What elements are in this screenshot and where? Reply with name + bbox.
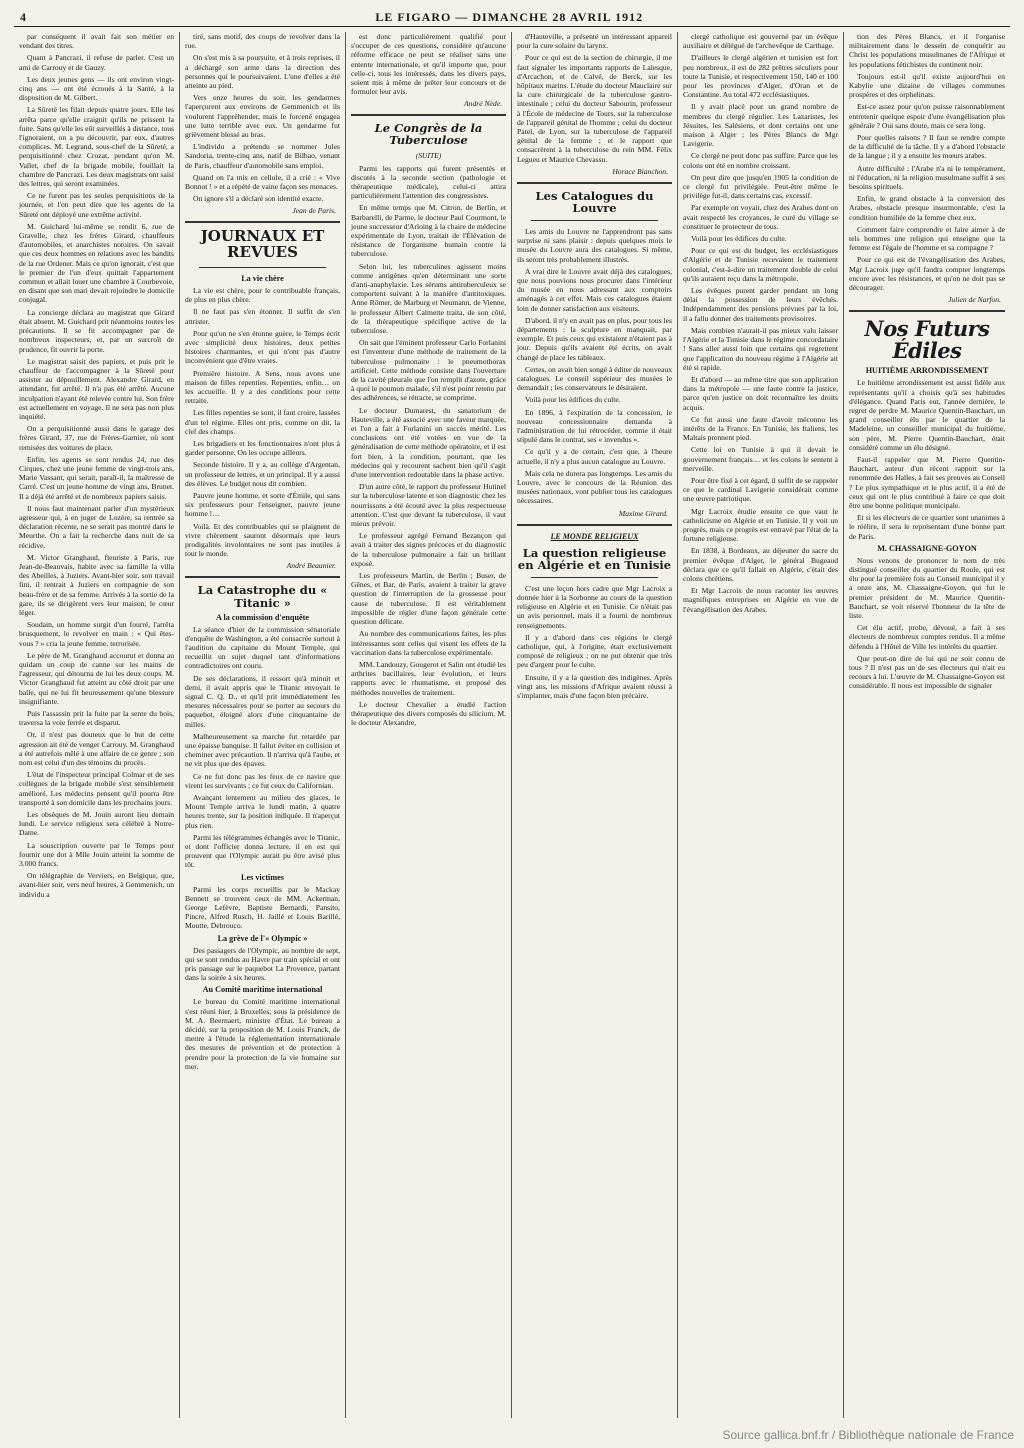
article-paragraph: clergé catholique est gouverné par un évêque auxiliaire et délégué de l'archevêque de Carthage. bbox=[683, 32, 838, 51]
chassaigne-subheading: M. CHASSAIGNE-GOYON bbox=[877, 543, 977, 553]
section-divider bbox=[517, 182, 672, 184]
article-paragraph: Les amis du Louvre ne l'apprendront pas sans surprise ni sans plaisir : depuis quelques mois le musée du Louvre aura des catalogues. Si même, ils seront très probablement illustrés. bbox=[517, 226, 672, 264]
article-paragraph: Or, il n'est pas douteux que le but de cette agression ait été de venger Carrouy. M. Granghaud a été autrefois mêlé à une affaire de ce genre ; son nom est celui d'un des témoins du procès. bbox=[19, 730, 174, 768]
article-paragraph: Avançant lentement au milieu des glaces, le Mount Temple arriva le lundi matin, à quatre heures trente, sur la position indiquée. Il n'aperçut plus rien. bbox=[185, 793, 340, 830]
article-paragraph: Pour ce qui est de la section de chirurgie, il me faut signaler les importants rapports de Lalesque, d'Arcachon, et de Calvé, de Berck, sur les hôpitaux marins. L'étude du docteur Mauclaire sur la cure chirurgicale de la tuberculose gastro-intestinale ; celui du docteur Sabourin, professeur à l'École de médecine de Tours, sur la tuberculose de l'appareil génital de l'homme ; celui du docteur Patel, de Lyon, sur la tuberculose de l'appareil génital de la femme ; et le rapport que consacrèrent à la tuberculose du rein MM. Félix Legueu et Maurice Chevassu. bbox=[517, 53, 672, 164]
section-divider bbox=[849, 310, 1005, 312]
article-paragraph: Le bureau du Comité maritime international s'est réuni hier, à Bruxelles, sous la présidence de M. A. Beernaert, ministre d'État. Le bureau a décidé, sur la proposition de M. Louis Franck, de mettre à l'étude la réglementation internationale des mesures de prévention et de protection à prendre pour la protection de la vie humaine sur mer. bbox=[185, 997, 340, 1071]
source-footer: Source gallica.bnf.fr / Bibliothèque nationale de France bbox=[722, 1428, 1014, 1442]
article-paragraph: La Sûreté les filait depuis quatre jours. Elle les arrêta parce qu'elle craignit qu'ils ne prissent la fuite. Sans qu'elle les eût surveillés à distance, tous l'ignoraient, on a pu découvrir, par eux, d'autres complices. M. Legrand, sous-chef de la Sûreté, a perquisitionné chez Crozat, pendant qu'on M. Vallet, chef de la brigade mobile, fouillait la chambre de Pancrazi. Les deux magistrats ont saisi des lettres, qui seront examinées. bbox=[19, 105, 174, 189]
article-paragraph: Et si les électeurs de ce quartier sont unanimes à le réélire, il sera le représentant d'une bonne part de Paris. bbox=[849, 513, 1005, 541]
article-paragraph: Mais combien n'aurait-il pas mieux valu laisser l'Algérie et la Tunisie dans le régime concordataire ! Sans aller aussi loin que certains qui regrettent que l'application du nouveau régime à l'Algérie ait été si rapide. bbox=[683, 325, 838, 372]
article-paragraph: tion des Pères Blancs, et il l'organise militairement dans le dessein de conquérir au Christ les populations musulmanes de l'Afrique et les populations fétichistes du continent noir. bbox=[849, 32, 1005, 69]
column-2 bbox=[180, 32, 346, 1418]
article-paragraph: Au nombre des communications faites, les plus intéressantes sont celles qui visent les effets de la vaccination dans la tuberculose expérimentale. bbox=[351, 629, 506, 657]
article-paragraph: Les professeurs Martin, de Berlin ; Buser, de Gênes, et Bar, de Paris, avaient à traiter la grave question de l'interruption de la grossesse pour cause de tuberculose. Il est véritablement impossible de régler d'une façon générale cette question délicate. bbox=[351, 571, 506, 627]
article-paragraph: MM. Landouzy, Gougerot et Salin ont étudié les arthrites bacillaires, leur évolution, et leurs rapports avec le rhumatisme, et proposé des méthodes nouvelles de traitement. bbox=[351, 659, 506, 697]
article-paragraph: Le professeur agrégé Fernand Bezançon qui avait à traiter des signes précoces et du diagnostic de la tuberculose pulmonaire a fait un brillant exposé. bbox=[351, 531, 506, 568]
article-paragraph: Faut-il rappeler que M. Pierre Quentin-Bauchart, auteur d'un récent rapport sur la renommée des Halles, à fait ses preuves au Conseil ? Le plus sympathique et le plus actif, il a été de ceux qui ont le plus contribué à faire ce que doit être une bonne politique municipale. bbox=[849, 455, 1005, 511]
article-paragraph: Il ne faut pas s'en étonner. Il suffit de s'en attrister. bbox=[185, 307, 340, 326]
article-paragraph: Ce fut aussi une faute d'avoir méconnu les intérêts de la France. En Tunisie, les Italiens, les Maltais prennent pied. bbox=[683, 414, 838, 443]
signature-andre-beaunier: André Beaunier. bbox=[286, 561, 336, 571]
article-paragraph: Les filles repenties se sont, il faut croire, lassées d'un tel régime. Elles ont pris, comme on dit, la clef des champs. bbox=[185, 408, 340, 436]
article-paragraph: On sait que l'éminent professeur Carlo Forlanini est l'inventeur d'une méthode de traitement de la tuberculose pulmonaire : le pneumothorax artificiel. Cette méthode consiste dans l'ouverture de la cavité pleurale que l'on remplit d'azote, grâce à quoi le poumon malade, s'il n'est point retenu par des adhérences, se rétracte, se comprime. bbox=[351, 338, 506, 403]
article-paragraph: Pour qu'on ne s'en étonne guère, le Temps écrit avec simplicité deux histoires, deux petites histoires charmantes, et qui n'ont pas d'autre inconvénient que d'être vraies. bbox=[185, 328, 340, 366]
article-paragraph: Le magistrat saisit des papiers, et puis prit le chauffeur de l'accompagner à la Sûreté pour assister au dépouillement. Alexandre Girard, en attendant, fut arrêté. Il n'a pas été arrêté. Aucune inculpation n'ayant été relevée contre lui. Son frère est actuellement en voyage. Il ne sera pas non plus inquiété. bbox=[19, 356, 174, 421]
article-paragraph: D'un autre côté, le rapport du professeur Hutinel sur la tuberculose latente et son diagnostic chez les nourrissons a été écouté avec la plus respectueuse attention. C'est que devant la tuberculose, il vaut mieux prévoir. bbox=[351, 482, 506, 529]
article-paragraph: Que peut-on dire de lui qui ne soit connu de tous ? Il n'est pas un de ses électeurs qui n'ait eu recours à lui. L'œuvre de M. Chassaigne-Goyon est considérable. Il nous est impossible de signaler bbox=[849, 653, 1005, 691]
article-paragraph: Certes, on avait bien songé à éditer de nouveaux catalogues. Le conseil supérieur des musées le demandait ; les conservateurs le désiraient. bbox=[517, 364, 672, 393]
section-divider bbox=[185, 576, 340, 578]
article-paragraph: Ce ne fut donc pas les feux de ce navire que virent les survivants ; ce fut ceux du Californian. bbox=[185, 771, 340, 790]
column-6 bbox=[844, 32, 1010, 1418]
article-paragraph: Enfin, les agents se sont rendus 24, rue des Cirques, chez une jeune femme de vingt-trois ans, Marie Vassant, qui serait, paraît-il, la maîtresse de Carré. C'est un jeune homme de vingt ans, Brunet. Il a déjà été arrêté et de nombreux papiers saisis. bbox=[19, 454, 174, 501]
article-paragraph: La concierge déclara au magistrat que Girard était absent. M. Guichard prit néanmoins toutes les précautions. Il se fit accompagner par de nombreux inspecteurs, et, par un surcroît de prudence, fit ouvrir la porte. bbox=[19, 307, 174, 354]
article-paragraph: par conséquent il avait fait son métier en vendant des titres. bbox=[19, 32, 174, 51]
article-paragraph: En 1838, à Bordeaux, au déjeuner du sacre du premier évêque d'Alger, le général Bugeaud déclara que ce qu'il fallait en Algérie, c'était des colons chrétiens. bbox=[683, 546, 838, 583]
article-paragraph: Voilà. Et des contribuables qui se plaignent de vivre chèrement sauront désormais que leurs prodigalités involontaires ne sont pas inutiles à tout le monde. bbox=[185, 521, 340, 559]
article-paragraph: Selon lui, les tuberculines agissent moins comme antigènes qu'en déterminant une sorte d'anti-anaphylaxie. Les sérums antituberculeux se comportent suivant à la manière d'antitoxiques. Anne Römer, de Marburg et Neumann, de Vienne, le professeur Albert Calmette traita, de son côté, de la thérapeutique spécifique active de la tuberculose. bbox=[351, 261, 506, 335]
page-number: 4 bbox=[20, 9, 27, 24]
article-paragraph: Ce ne furent pas les seules perquisitions de la journée, et l'on peut dire que les agents de la Sûreté ont déployé une extrême activité. bbox=[19, 191, 174, 219]
journaux-et-revues-heading: JOURNAUX ET REVUES bbox=[200, 227, 325, 262]
article-paragraph: Les évêques purent garder pendant un long délai la possession de leurs évêchés. Indépendamment des pensions prévues par la loi, il a fallu donner des traitements provisoires. bbox=[683, 286, 838, 323]
article-paragraph: M. Victor Granghaud, fleuriste à Paris, rue Jean-de-Beauvais, habite avec sa famille la villa des Abeilles, à Juziers. Avant-hier soir, son travail fini, il rentrait à Juziers en compagnie de son beau-frère et de sa femme. Arrivés à la sortie de la gare, ils se dirigèrent vers leur maison, le cœur léger. bbox=[19, 552, 174, 617]
article-paragraph: Les obsèques de M. Jouin auront lieu demain lundi. Le service religieux sera célébré à Notre-Dame. bbox=[19, 810, 174, 838]
article-paragraph: Il y a d'abord dans ces régions le clergé catholique, qui, à l'origine, était exclusivement composé de religieux ; on ne put obtenir que très peu d'argent pour le culte. bbox=[517, 632, 672, 670]
article-paragraph: est donc particulièrement qualifié pour s'occuper de ces questions, considère qu'aucune réforme efficace ne peut se réaliser sans une entente internationale, et qu'il importe que, pour celle-ci, tous les intéressés, dans les divers pays, soient mis à même de prêter leur concours et de formuler leur avis. bbox=[351, 32, 506, 97]
column-5 bbox=[678, 32, 844, 1418]
article-paragraph: Autre difficulté : l'Arabe n'a ni le tempérament, ni l'éducation, ni la religion musulmane suffit à ses besoins spirituels. bbox=[849, 163, 1005, 192]
masthead bbox=[14, 8, 1010, 27]
article-paragraph: D'abord, il n'y en avait pas en plus, pour tous les départements : la sculpture en manquait, par exemple. Et puis ceux qui existaient n'étaient pas à jour. Depuis qu'ils avaient été écrits, on avait changé de place les tableaux. bbox=[517, 315, 672, 362]
section-divider bbox=[185, 221, 340, 223]
greve-subheading: La grève de l'« Olympic » bbox=[217, 933, 308, 943]
article-paragraph: Parmi les corps recueillis par le Mackay Bennett se trouvent ceux de MM. Ackerman, George Lefèvre, Baptiste Bernardi, Pansito, Pincre, Alfred Rusch, H. Jaillé et Louis Barillé, Moutte, Debrouco. bbox=[185, 884, 340, 931]
article-paragraph: Nous venons de prononcer le nom de très distingué conseiller du quartier du Roule, qui est élu pour la première fois au Conseil municipal il y a onze ans, M. Chassaigne-Goyon, qui fut le premier président de M. Maurice Quentin-Bauchart, se voit réservé l'honneur de la tête de liste. bbox=[849, 555, 1005, 621]
article-paragraph: Voilà pour les édifices du culte. bbox=[525, 395, 621, 405]
article-paragraph: A vrai dire le Louvre avait déjà des catalogues, que nous pouvions nous procurer dans l'intérieur du musée en nous adressant aux comptoirs aménagés à cet effet. Mais ces catalogues étaient loin de donner satisfaction aux visiteurs. bbox=[517, 266, 672, 313]
article-paragraph: On s'est mis à sa poursuite, et à trois reprises, il a déchargé son arme dans la direction des personnes qui le poursuivaient. L'une d'elles a été atteinte au pied. bbox=[185, 53, 340, 91]
newspaper-title: LE FIGARO — DIMANCHE 28 AVRIL 1912 bbox=[375, 9, 644, 24]
article-paragraph: Ce clergé ne peut donc pas suffire. Parce que les colons ont été en nombre croissant. bbox=[683, 151, 838, 170]
article-paragraph: Parmi les télégrammes échangés avec le Titanic, et dont l'officier donna lecture, il en est qui prouvent que l'Olympic aurait pu être avisé plus tôt. bbox=[185, 832, 340, 870]
article-paragraph: Comment faire comprendre et faire aimer à de tels hommes une religion qui enseigne que la femme est l'égale de l'homme et sa compagne ? bbox=[849, 224, 1005, 253]
commission-subheading: A la commission d'enquête bbox=[215, 612, 310, 622]
column-1 bbox=[14, 32, 180, 1418]
article-paragraph: Vers onze heures du soir, les gendarmes l'aperçurent aux environs de Gemmenich et ils voulurent l'appréhender, mais le forcené engagea une lutte terrible avec eux. Un gendarme fut grièvement blessé au bras. bbox=[185, 93, 340, 140]
article-paragraph: Pour ce qui est du budget, les ecclésiastiques d'Algérie et de Tunisie recevaient le traitement colonial, c'est-à-dire un traitement double de celui qu'ils auraient reçu dans la métropole. bbox=[683, 246, 838, 283]
article-paragraph: Quant à Pancrazi, il refuse de parler. C'est un ami de Carrouy et de Gauzy. bbox=[19, 53, 174, 72]
article-paragraph: Le huitième arrondissement est aussi fidèle aux représentants qu'il a choisis qu'à ses habitudes d'élégance. Quand Paris eut, l'année dernière, le regret de perdre M. Maurice Quentin-Bauchart, un grand conseiller élu par le quartier de la Madeleine, un conseiller municipal du huitième, son père, M. Pierre Quentin-Bauchart, était considéré comme un élu désigné. bbox=[849, 378, 1005, 452]
newspaper-page bbox=[14, 8, 1010, 1418]
article-paragraph: Par exemple on voyait, chez des Arabes dont on avait respecté les croyances, le curé du village se constituer le protecteur de tous. bbox=[683, 203, 838, 231]
article-paragraph: Les brigadiers et les fonctionnaires n'ont plus à garder personne. On les occupe ailleurs. bbox=[185, 439, 340, 458]
article-paragraph: Ensuite, il y a la question des indigènes. Après vingt ans, les missions d'Afrique avaient réussi à s'implanter, mais d'une façon bien précaire. bbox=[517, 672, 672, 701]
article-paragraph: Et d'abord — au même titre que son application dans la métropole — une faute contre la justice, parce qu'en justice on doit reconnaître les droits acquis. bbox=[683, 374, 838, 412]
article-paragraph: Malheureusement sa marche fut retardée par une épaisse banquise. Il fallut éviter en collision et cheminer avec précaution. Il n'arriva qu'à l'aube, et ne vit plus que des épaves. bbox=[185, 731, 340, 769]
divider bbox=[531, 577, 658, 578]
article-paragraph: Il y avait placé pour un grand nombre de membres du clergé régulier. Les Lazaristes, les Jésuites, les Salésiens, et dont certains ont une maison à Alger ; les Pères Blancs de Mgr Lavigerie. bbox=[683, 102, 838, 149]
columns bbox=[14, 32, 1010, 1418]
section-divider bbox=[517, 524, 672, 526]
victimes-subheading: Les victimes bbox=[241, 872, 284, 882]
titanic-heading: La Catastrophe du « Titanic » bbox=[197, 583, 328, 610]
article-paragraph: Toujours est-il qu'il existe aujourd'hui en Kabylie une dizaine de villages communes prospères et des orphelinats. bbox=[849, 71, 1005, 100]
article-paragraph: On peut dire que jusqu'en 1905 la condition de ce clergé fut privilégiée. Peut-être même le privilège fut-il, dans certains cas, excessif. bbox=[683, 172, 838, 201]
huitieme-subheading: HUITIÈME ARRONDISSEMENT bbox=[865, 366, 989, 376]
louvre-heading: Les Catalogues du Louvre bbox=[535, 188, 654, 215]
article-paragraph: Enfin, le grand obstacle à la conversion des Arabes, obstacle presque insurmontable, c'est la condition humiliée de la femme chez eux. bbox=[849, 194, 1005, 222]
tuberculose-heading: Le Congrès de la Tuberculose bbox=[374, 121, 483, 148]
article-paragraph: Cet élu actif, probe, dévoué, a fait à ses électeurs de nombreux comptes rendus. Il a même défendu à l'Hôtel de Ville les intérêts du quartier. bbox=[849, 623, 1005, 651]
article-paragraph: En même temps que M. Citron, de Berlin, et Barbarelli, de Parme, le docteur Paul Courmont, le jeune successeur d'Arloing à la chaire de médecine expérimentale de Lyon, traitait de l'Élévation de résistance de l'organisme humain contre la tuberculose. bbox=[351, 203, 506, 259]
article-paragraph: Pour être fixé à cet égard, il suffit de se rappeler ce que le cardinal Lavigerie considérait comme une œuvre patriotique. bbox=[683, 475, 838, 504]
article-paragraph: Le père de M. Granghaud accourut et donna au quidam un coup de canne sur les mains de l'agresseur, qui détourna de lui les deux coups. M. Victor Granghaud fut atteint au côté droit par une balle, qui ne lui fit heureusement qu'une blessure insignifiante. bbox=[19, 650, 174, 706]
article-paragraph: Première histoire. A Sens, nous avons une maison de filles repenties. Repenties, enfin… on les accueille. Il y a des conditions pour cette retraite. bbox=[185, 368, 340, 406]
article-paragraph: Et Mgr Lacroix de nous raconter les œuvres magnifiques entreprises en Algérie en vue de l'évangélisation des Arabes. bbox=[683, 586, 838, 614]
article-paragraph: De ses déclarations, il ressort qu'à minuit et demi, il avait appris que le Titanic envoyait le signal C. Q. D., et qu'il prit immédiatement les mesures nécessaires pour se porter au secours du paquebot, éloigné alors d'une cinquantaine de milles. bbox=[185, 673, 340, 729]
signature-jean-de-paris: Jean de Paris. bbox=[292, 206, 336, 216]
article-paragraph: On a perquisitionné aussi dans le garage des frères Girard, 37, rue de Frères-Garnier, où sont remisées des voitures de place. bbox=[19, 424, 174, 452]
article-paragraph: Seconde histoire. Il y a, au collège d'Argentan, un professeur de lettres, et un principal. Il y a aussi des élèves. Le budget nous dit combien. bbox=[185, 460, 340, 488]
article-paragraph: Les deux jeunes gens — ils ont environ vingt-cinq ans — ont été écroués à la Santé, à la disposition de M. Gilbert. bbox=[19, 74, 174, 103]
article-paragraph: Ce qu'il y a de certain, c'est que, à l'heure actuelle, il n'y a plus aucun catalogue au Louvre. bbox=[517, 447, 672, 466]
article-paragraph: Pour quelles raisons ? Il faut se rendre compte de la difficulté de la tâche. Il y a d'abord l'obstacle de la langue ; il y a ensuite les mœurs arabes. bbox=[849, 133, 1005, 161]
article-paragraph: Cette loi en Tunisie à qui il devait le gouvernement français… et les colons le sentent à merveille. bbox=[683, 445, 838, 473]
divider bbox=[531, 220, 658, 221]
article-paragraph: Voilà pour les édifices du culte. bbox=[691, 234, 787, 244]
divider bbox=[199, 267, 326, 268]
article-paragraph: Pauvre jeune homme, et sorte d'Émile, qui sans six professeurs pour l'enseigner, pauvre jeune homme !… bbox=[185, 491, 340, 519]
article-paragraph: Parmi les rapports qui furent présentés et discutés à la seconde section (pathologie et thérapeutique médicale), celui-ci attira particulièrement l'attention des congressistes. bbox=[351, 163, 506, 201]
article-paragraph: La souscription ouverte par le Temps pour fournir une dot à Mlle Jouin atteint la somme de 3.000 francs. bbox=[19, 840, 174, 869]
vie-chere-subheading: La vie chère bbox=[241, 273, 284, 283]
article-paragraph: tiré, sans motif, des coups de revolver dans la rue. bbox=[185, 32, 340, 51]
monde-religieux-kicker: LE MONDE RELIGIEUX bbox=[550, 531, 639, 541]
article-paragraph: Puis l'assassin prit la fuite par la sente du bois, traversa la voie ferrée et disparut. bbox=[19, 709, 174, 728]
comite-subheading: Au Comité maritime international bbox=[202, 985, 323, 995]
article-paragraph: Est-ce assez pour qu'on puisse raisonnablement entretenir quelque espoir d'une évangélisation plus générale ? Oui sans doute, mais ce sera long. bbox=[849, 102, 1005, 130]
article-paragraph: Mgr Lacroix étudie ensuite ce que vaut le catholicisme en Algérie et en Tunisie. Il y voit un progrès, mais ce progrès est entravé par l'état de la fortune religieuse. bbox=[683, 506, 838, 544]
article-paragraph: D'ailleurs le clergé algérien et tunisien est fort peu nombreux, il est de 282 prêtres séculiers pour toute la Tunisie, et respectivement 150, 140 et 100 pour les provinces d'Alger, d'Oran et de Constantine. Au total 472 ecclésiastiques. bbox=[683, 53, 838, 100]
article-paragraph: C'est une leçon hors cadre que Mgr Lacroix a donnée hier à la Sorbonne au cours de la question religieuse en Algérie et en Tunisie. Ce n'était pas un avis personnel, mais il a fourni de nombreux renseignements. bbox=[517, 583, 672, 630]
article-paragraph: La vie est chère, pour le contribuable français, de plus en plus chère. bbox=[185, 285, 340, 305]
article-paragraph: On ignore s'il a déclaré son identité exacte. bbox=[193, 194, 324, 204]
article-paragraph: d'Hauteville, a présenté un intéressant appareil pour la cure solaire du larynx. bbox=[517, 32, 672, 51]
signature-julien-de-narfon: Julien de Narfon. bbox=[948, 295, 1001, 305]
article-paragraph: Des passagers de l'Olympic, au nombre de sept, qui se sont rendus au Havre par train spécial et ont pris passage sur le paquebot La Provence, partant dans la soirée à six heures. bbox=[185, 945, 340, 983]
suite-label: (SUITE) bbox=[415, 150, 442, 160]
article-paragraph: On télégraphie de Verviers, en Belgique, que, avant-hier soir, vers neuf heures, à Gemmenich, un individu a bbox=[19, 871, 174, 899]
article-paragraph: Mais cela ne durera pas longtemps. Les amis du Louvre, avec le concours de la Réunion des musées nationaux, vont publier tous les catalogues nécessaires. bbox=[517, 468, 672, 506]
article-paragraph: Pour ce qui est de l'évangélisation des Arabes, Mgr Lacroix juge qu'il faudra compter longtemps encore avec les résistances, et qu'on ne doit pas se décourager. bbox=[849, 255, 1005, 293]
column-3 bbox=[346, 32, 512, 1418]
section-divider bbox=[351, 114, 506, 116]
article-paragraph: Le docteur Chevalier a étudié l'action thérapeutique des divers composés du silicium. M. le docteur Alexandre, bbox=[351, 699, 506, 728]
question-religieuse-heading: La question religieuse en Algérie et en Tunisie bbox=[517, 545, 672, 572]
article-paragraph: L'état de l'inspecteur principal Colmar et de ses collègues de la brigade mobile s'est sensiblement amélioré. Les médecins pensent qu'il pourra être transporté à son domicile dans les prochains jours. bbox=[19, 770, 174, 807]
signature-horace-bianchon: Horace Bianchon. bbox=[612, 166, 668, 176]
article-paragraph: Quand on l'a mis en cellule, il a crié : « Vive Bonnot ! » et a répété de vaine façon ses menaces. bbox=[185, 172, 340, 192]
signature-maxime-girard: Maxime Girard. bbox=[618, 508, 668, 518]
article-paragraph: La séance d'hier de la commission sénatoriale d'enquête de Washington, a été consacrée surtout à l'audition du capitaine du Mount Temple, qui recueillit un sujet duquel tant d'informations contradictoires ont couru. bbox=[185, 624, 340, 671]
article-paragraph: M. Guichard lui-même se rendit 6, rue de Gravelle, chez les frères Girard, chauffeurs d'automobiles, et anarchistes notoires. On savait que ces deux hommes en relations avec les bandits de la rue Ordener. Mais ce qu'on ignorait, c'est que le premier de l'un d'eux quittait l'appartement commun et allait louer une chambre à Courbevoie, en disant que son mari devait rejoindre le domicile conjugal. bbox=[19, 221, 174, 305]
article-paragraph: En 1896, à l'expiration de la concession, le nouveau concessionnaire demanda à l'administration de lui rétrocéder, comme il était stipulé dans le contrat, ses « invendus ». bbox=[517, 407, 672, 445]
article-paragraph: L'individu a prétendu se nommer Jules Sandoria, trente-cinq ans, natif de Bilbao, venant de Paris, chauffeur d'automobile sans emploi. bbox=[185, 142, 340, 170]
futurs-ediles-heading: Nos Futurs Édiles bbox=[864, 316, 990, 364]
article-paragraph: Il nous faut maintenant parler d'un mystérieux agresseur qui, à en juger de Lozère, sa rentrée sa déclaration récente, ne se serait pas montré dans le Meurthe. On a fait la recherche dans nuit de sa récidive. bbox=[19, 503, 174, 550]
article-paragraph: Soudain, un homme surgit d'un fourré, l'arrêta brusquement, le revolver en main : « Qui êtes-vous ? » cria la jeune femme, terrorisée. bbox=[19, 620, 174, 648]
article-paragraph: Le docteur Dumarest, du sanatorium de Hauteville, a été associé avec une faveur marquée, et l'on a fait à Forlanini un succès mérité. Les conclusions ont été votées en vue de la généralisation de cette méthode opératoire, et il est fort bien, à la condition, pourtant, que les médecins qui y recourent sachent bien qu'il s'agit d'une intervention redoutable dans la phase active. bbox=[351, 405, 506, 480]
column-4 bbox=[512, 32, 678, 1418]
signature-andre-nede: André Nède. bbox=[464, 99, 502, 109]
